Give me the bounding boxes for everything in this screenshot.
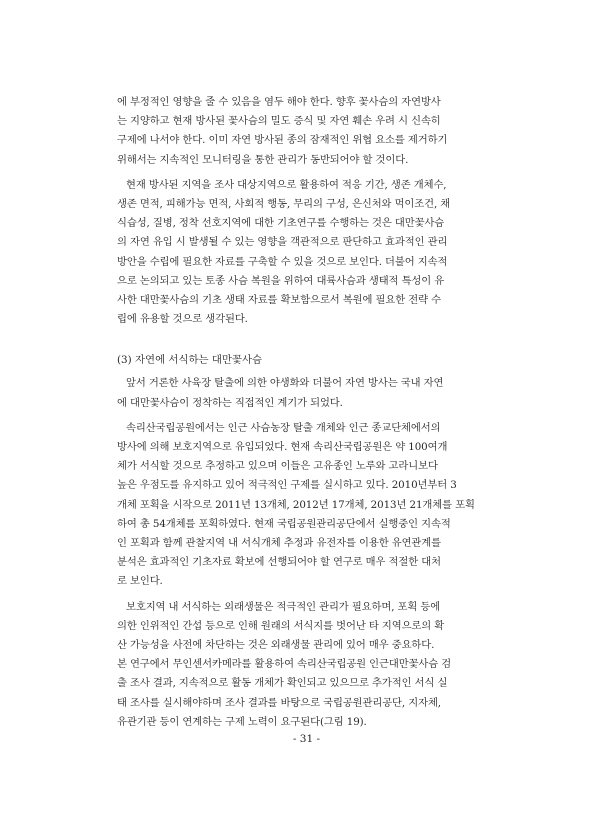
text-line: 개체 포획을 시작으로 2011년 13개체, 2012년 17개체, 2013년 21개체를 포획 — [117, 498, 475, 511]
text-line: 는 지양하고 현재 방사된 꽃사슴의 밀도 증식 및 자연 훼손 우려 시 신속히 — [117, 115, 441, 128]
text-line: 에 대만꽃사슴이 정착하는 직접적인 계기가 되었다. — [117, 396, 343, 409]
text-line: 생존 면적, 피해가능 면적, 사회적 행동, 무리의 구성, 은신처와 먹이조건, 채 — [117, 198, 451, 211]
text-line: 의 자연 유입 시 발생될 수 있는 영향을 객관적으로 판단하고 효과적인 관리 — [117, 236, 448, 249]
text-line: 앞서 거론한 사육장 탈출에 의한 야생화와 더불어 자연 방사는 국내 자연 — [126, 377, 444, 390]
text-line: 의한 인위적인 간섭 등으로 인해 원래의 서식지를 벗어난 타 지역으로의 확 — [117, 619, 445, 632]
text-line: 태 조사를 실시해야하며 조사 결과를 바탕으로 국립공원관리공단, 지자체, — [117, 696, 441, 709]
text-line: 속리산국립공원에서는 인근 사슴농장 탈출 개체와 인근 종교단체에서의 — [126, 421, 441, 434]
text-line: 구제에 나서야 한다. 이미 자연 방사된 종의 잠재적인 위협 요소를 제거하기 — [117, 134, 448, 147]
text-line: 하여 총 54개체를 포획하였다. 현재 국립공원관리공단에서 실행중인 지속적 — [117, 517, 451, 530]
text-line: 방안을 수립에 필요한 자료를 구축할 수 있을 것으로 보인다. 더불어 지속적 — [117, 255, 448, 268]
text-line: 로 보인다. — [117, 575, 163, 588]
text-line: 방사에 의해 보호지역으로 유입되었다. 현재 속리산국립공원은 약 100여개 — [117, 441, 448, 454]
text-line: 산 가능성을 사전에 차단하는 것은 외래생물 관리에 있어 매우 중요하다. — [117, 639, 435, 652]
text-line: 식습성, 질병, 정착 선호지역에 대한 기초연구를 수행하는 것은 대만꽃사슴 — [117, 217, 445, 230]
text-line: 높은 우점도를 유지하고 있어 적극적인 구제를 실시하고 있다. 2010년부터 3 — [117, 479, 457, 492]
text-line: 립에 유용할 것으로 생각된다. — [117, 313, 248, 326]
text-line: 체가 서식할 것으로 추정하고 있으며 이들은 고유종인 노루와 고라니보다 — [117, 460, 438, 473]
text-line: 에 부정적인 영향을 줄 수 있음을 염두 해야 한다. 향후 꽃사슴의 자연방사 — [117, 96, 441, 108]
paragraph-management — [117, 598, 514, 732]
paragraph-intro — [117, 374, 514, 412]
page-number: - 31 - — [292, 733, 321, 745]
text-line: 유관기관 등이 연계하는 구제 노력이 요구된다(그림 19). — [117, 715, 367, 728]
body-text — [117, 93, 514, 738]
text-line: 출 조사 결과, 지속적으로 활동 개체가 확인되고 있으므로 추가적인 서식 실 — [117, 677, 448, 690]
text-line: 위해서는 지속적인 모니터링을 통한 관리가 동반되어야 할 것이다. — [117, 153, 409, 166]
text-line: 인 포획과 함께 관찰지역 내 서식개체 추정과 유전자를 이용한 유연관계를 — [117, 537, 441, 550]
text-line: 본 연구에서 무인센서카메라를 활용하여 속리산국립공원 인근대만꽃사슴 검 — [117, 658, 452, 671]
paragraph-continuation — [117, 93, 514, 170]
text-line: 현재 방사된 지역을 조사 대상지역으로 활용하여 적응 기간, 생존 개체수, — [126, 178, 447, 191]
paragraph-songnisan — [117, 419, 514, 592]
text-line: 보호지역 내 서식하는 외래생물은 적극적인 관리가 필요하며, 포획 등에 — [126, 600, 441, 613]
text-line: 으로 논의되고 있는 토종 사슴 복원을 위하여 대륙사슴과 생태적 특성이 유 — [117, 274, 445, 287]
paragraph-research-proposal — [117, 176, 514, 330]
text-line: 분석은 효과적인 기초자료 확보에 선행되어야 할 연구로 매우 적절한 대처 — [117, 556, 441, 569]
section-heading: (3) 자연에 서식하는 대만꽃사슴 — [117, 354, 263, 367]
text-line: 사한 대만꽃사슴의 기초 생태 자료를 확보함으로서 복원에 필요한 전략 수 — [117, 294, 441, 307]
